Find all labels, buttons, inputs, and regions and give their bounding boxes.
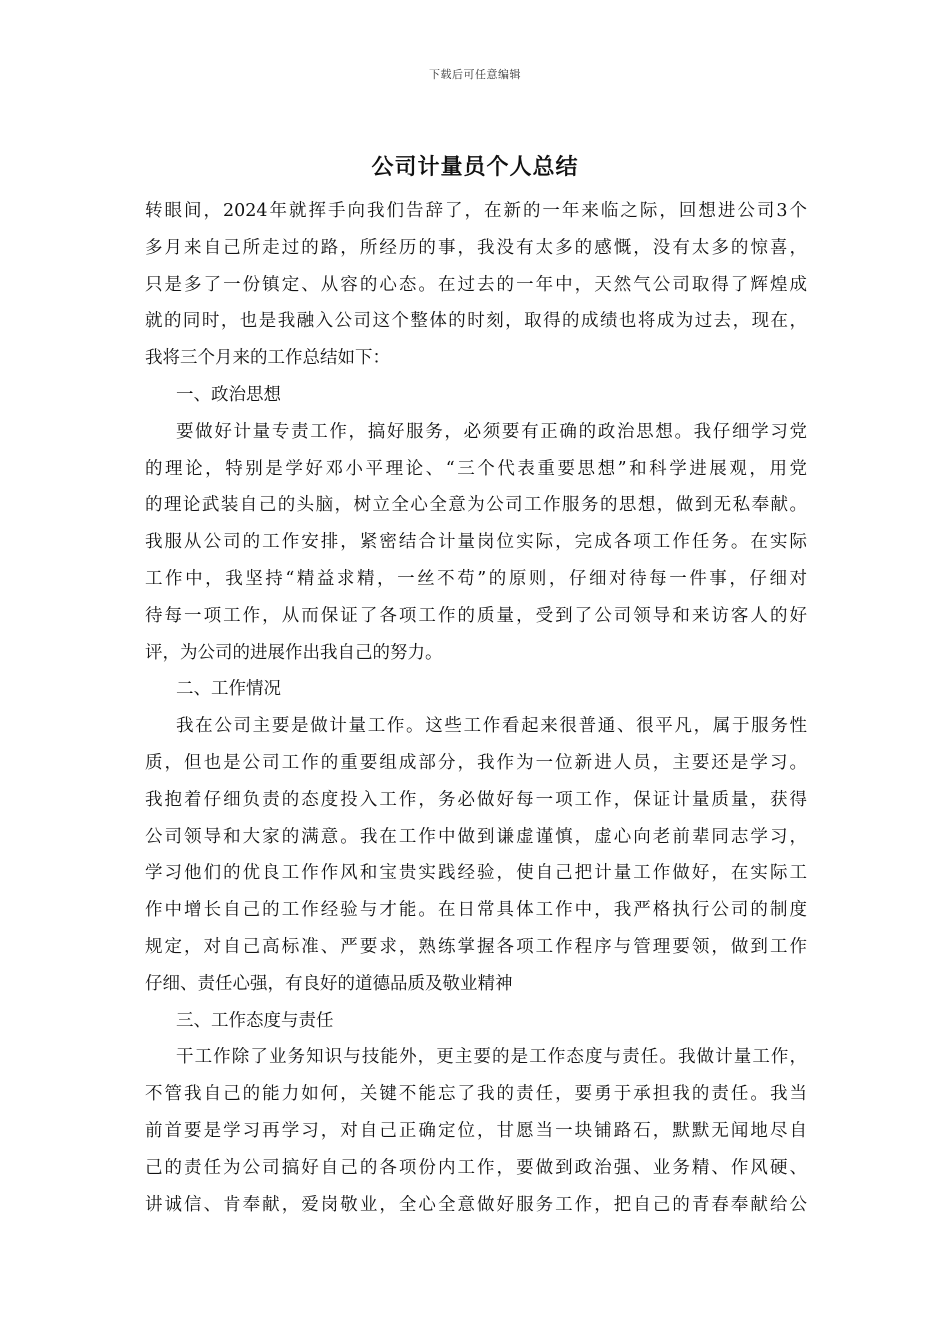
text-line: 的理论武装自己的头脑，树立全心全意为公司工作服务的思想，做到无私奉献。 bbox=[145, 495, 807, 516]
text-line: 的理论，特别是学好邓小平理论、“三个代表重要思想”和科学进展观，用党 bbox=[145, 458, 807, 479]
section-heading: 一、政治思想 bbox=[176, 384, 281, 405]
text-line: 要做好计量专责工作，搞好服务，必须要有正确的政治思想。我仔细学习党 bbox=[176, 421, 807, 442]
text-line: 工作中，我坚持“精益求精，一丝不苟”的原则，仔细对待每一件事，仔细对 bbox=[145, 568, 807, 589]
intro-paragraph bbox=[145, 193, 807, 377]
text-line: 评，为公司的进展作出我自己的努力。 bbox=[145, 642, 443, 663]
section-paragraph bbox=[145, 708, 807, 1002]
text-line: 公司领导和大家的满意。我在工作中做到谦虚谨慎，虚心向老前辈同志学习， bbox=[145, 826, 807, 847]
text-line: 讲诚信、肯奉献，爱岗敬业，全心全意做好服务工作，把自己的青春奉献给公 bbox=[145, 1194, 807, 1215]
text-line: 前首要是学习再学习，对自己正确定位，甘愿当一块铺路石，默默无闻地尽自 bbox=[145, 1120, 807, 1141]
text-line: 就的同时，也是我融入公司这个整体的时刻，取得的成绩也将成为过去，现在， bbox=[145, 311, 807, 332]
section-paragraph bbox=[145, 1039, 807, 1223]
document-body bbox=[145, 193, 807, 1223]
text-line: 不管我自己的能力如何，关键不能忘了我的责任，要勇于承担我的责任。我当 bbox=[145, 1084, 807, 1105]
page-title: 公司计量员个人总结 bbox=[371, 155, 579, 180]
text-line: 规定，对自己高标准、严要求，熟练掌握各项工作程序与管理要领，做到工作 bbox=[145, 936, 807, 957]
text-line: 我抱着仔细负责的态度投入工作，务必做好每一项工作，保证计量质量，获得 bbox=[145, 789, 807, 810]
text-line: 学习他们的优良工作作风和宝贵实践经验，使自己把计量工作做好，在实际工 bbox=[145, 863, 807, 884]
text-line: 仔细、责任心强，有良好的道德品质及敬业精神 bbox=[145, 973, 513, 994]
text-line: 我在公司主要是做计量工作。这些工作看起来很普通、很平凡，属于服务性 bbox=[176, 716, 807, 737]
section-paragraph bbox=[145, 414, 807, 672]
text-line: 只是多了一份镇定、从容的心态。在过去的一年中，天然气公司取得了辉煌成 bbox=[145, 274, 807, 295]
text-line: 作中增长自己的工作经验与才能。在日常具体工作中，我严格执行公司的制度 bbox=[145, 900, 807, 921]
header-note: 下载后可任意编辑 bbox=[429, 68, 521, 81]
text-line: 转眼间，2024年就挥手向我们告辞了，在新的一年来临之际，回想进公司3个 bbox=[145, 201, 807, 221]
text-line: 质，但也是公司工作的重要组成部分，我作为一位新进人员，主要还是学习。 bbox=[145, 752, 807, 773]
text-line: 干工作除了业务知识与技能外，更主要的是工作态度与责任。我做计量工作， bbox=[176, 1047, 807, 1068]
section-heading: 二、工作情况 bbox=[176, 679, 281, 700]
text-line: 我将三个月来的工作总结如下： bbox=[145, 348, 390, 369]
text-line: 我服从公司的工作安排，紧密结合计量岗位实际，完成各项工作任务。在实际 bbox=[145, 532, 807, 553]
text-line: 多月来自己所走过的路，所经历的事，我没有太多的感慨，没有太多的惊喜， bbox=[145, 237, 807, 258]
text-line: 己的责任为公司搞好自己的各项份内工作，要做到政治强、业务精、作风硬、 bbox=[145, 1157, 807, 1178]
section-heading: 三、工作态度与责任 bbox=[176, 1010, 334, 1031]
text-line: 待每一项工作，从而保证了各项工作的质量，受到了公司领导和来访客人的好 bbox=[145, 605, 807, 626]
